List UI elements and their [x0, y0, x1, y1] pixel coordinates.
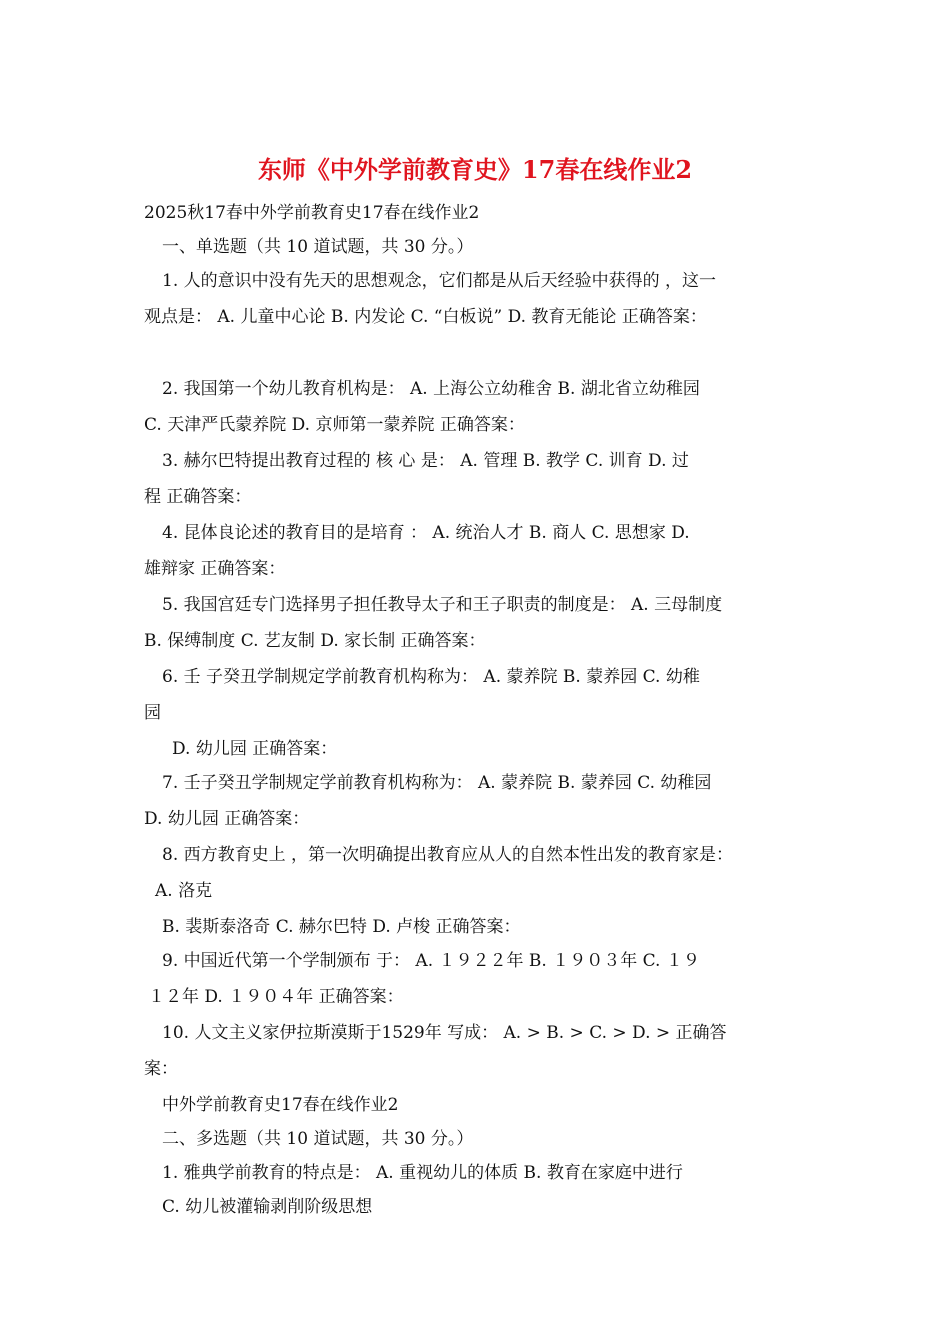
section-heading-single-choice: 一、单选题（共 10 道试题，共 30 分。）: [162, 237, 474, 257]
question-line: C. 天津严氏蒙养院 D. 京师第一蒙养院 正确答案：: [144, 415, 525, 435]
subtitle-line: 2025秋17春中外学前教育史17春在线作业2: [144, 203, 480, 223]
question-line: 观点是： A. 儿童中心论 B. 内发论 C. “白板说” D. 教育无能论 正确答案：: [144, 307, 707, 327]
question-line: １２年 D. １９０４年 正确答案：: [148, 987, 404, 1007]
question-line: 6. 壬 子癸丑学制规定学前教育机构称为： A. 蒙养院 B. 蒙养园 C. 幼稚: [162, 667, 700, 687]
question-line: C. 幼儿被灌输剥削阶级思想: [162, 1197, 373, 1217]
question-line: B. 保缚制度 C. 艺友制 D. 家长制 正确答案：: [144, 631, 486, 651]
question-line: D. 幼儿园 正确答案：: [144, 809, 310, 829]
question-line: 8. 西方教育史上 ，第一次明确提出教育应从人的自然本性出发的教育家是：: [162, 845, 734, 865]
section-subtitle: 中外学前教育史17春在线作业2: [162, 1095, 399, 1115]
question-line: 程 正确答案：: [144, 487, 252, 507]
question-line: 园: [144, 703, 161, 723]
question-line: 5. 我国宫廷专门选择男子担任教导太子和王子职责的制度是： A. 三母制度: [162, 595, 723, 615]
section-heading-multiple-choice: 二、多选题（共 10 道试题，共 30 分。）: [162, 1129, 474, 1149]
question-line: 7. 壬子癸丑学制规定学前教育机构称为： A. 蒙养院 B. 蒙养园 C. 幼稚园: [162, 773, 712, 793]
question-line: 2. 我国第一个幼儿教育机构是： A. 上海公立幼稚舍 B. 湖北省立幼稚园: [162, 379, 700, 399]
question-line: 案：: [144, 1059, 178, 1079]
question-line: 3. 赫尔巴特提出教育过程的 核 心 是： A. 管理 B. 教学 C. 训育 D. 过: [162, 451, 689, 471]
question-line: 雄辩家 正确答案：: [144, 559, 286, 579]
question-line: D. 幼儿园 正确答案：: [172, 739, 338, 759]
question-line: 9. 中国近代第一个学制颁布 于： A. １９２２年 B. １９０３年 C. １９: [162, 951, 700, 971]
question-line: 1. 雅典学前教育的特点是： A. 重视幼儿的体质 B. 教育在家庭中进行: [162, 1163, 683, 1183]
question-line: 1. 人的意识中没有先天的思想观念，它们都是从后天经验中获得的 ，这一: [162, 271, 717, 291]
question-line: 10. 人文主义家伊拉斯漠斯于1529年 写成： A. > B. > C. > D. > 正确答: [162, 1023, 727, 1043]
question-line: A. 洛克: [155, 881, 213, 901]
question-line: 4. 昆体良论述的教育目的是培育 ： A. 统治人才 B. 商人 C. 思想家 D.: [162, 523, 690, 543]
document-title: 东师《中外学前教育史》17春在线作业2: [257, 155, 693, 184]
question-line: B. 裴斯泰洛奇 C. 赫尔巴特 D. 卢梭 正确答案：: [162, 917, 521, 937]
